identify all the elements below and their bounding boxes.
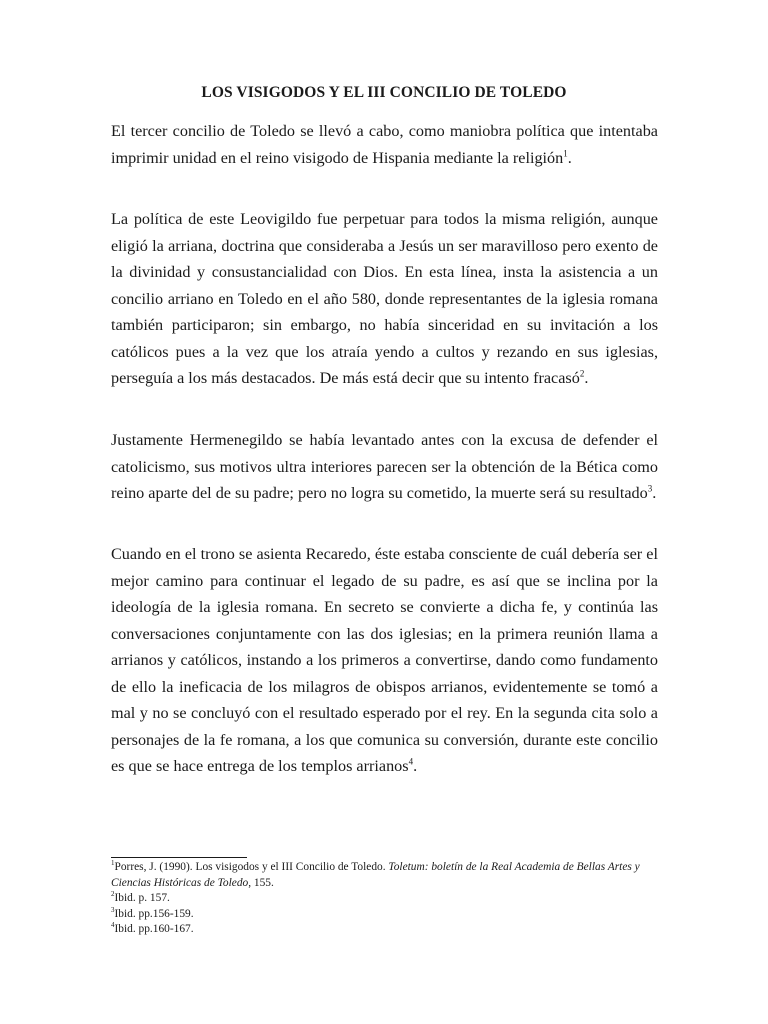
footnote-text: Ibid. pp.160-167.	[114, 923, 194, 935]
paragraph-text: El tercer concilio de Toledo se llevó a cabo, como maniobra política que intentaba imprimir unidad en el reino visigodo de Hispania mediante la religión	[111, 122, 658, 167]
footnote-number: 2	[111, 890, 115, 899]
footnote-text-end: , 155.	[248, 876, 274, 889]
paragraph-1	[111, 118, 658, 171]
footnote-text: Ibid. pp.156-159.	[114, 907, 194, 920]
footnote-1	[111, 860, 671, 891]
paragraph-3	[111, 427, 658, 507]
paragraph-text: Cuando en el trono se asienta Recaredo, éste estaba consciente de cuál debería ser el mejor camino para continuar el legado de su padre, es así que se inclina por la ideología de la iglesia romana. En secreto se convierte a dicha fe, y continúa las conversaciones conjuntamente con las dos iglesias; en la primera reunión llama a arrianos y católicos, instando a los primeros a convertirse, dando como fundamento de ello la ineficacia de los milagros de obispos arrianos, evidentemente se tomó a mal y no se concluyó con el resultado esperado por el rey. En la segunda cita solo a personajes de la fe romana, a los que comunica su conversión, durante este concilio es que se hace entrega de los templos arrianos	[111, 545, 658, 775]
paragraph-text: La política de este Leovigildo fue perpetuar para todos la misma religión, aunque eligió la arriana, doctrina que consideraba a Jesús un ser maravilloso pero exento de la divinidad y consustancialidad con Dios. En esta línea, insta la asistencia a un concilio arriano en Toledo en el año 580, donde representantes de la iglesia romana también participaron; sin embargo, no había sinceridad en su invitación a los católicos pues a la vez que los atraía yendo a cultos y rezando en sus iglesias, perseguía a los más destacados. De más está decir que su intento fracasó	[111, 210, 658, 387]
footnote-ref[interactable]: 1	[563, 148, 568, 159]
footnote-3	[111, 907, 671, 923]
footnote-ref[interactable]: 3	[647, 483, 653, 494]
paragraph-end: .	[652, 484, 657, 502]
footnote-text: Porres, J. (1990). Los visigodos y el III Concilio de Toledo.	[114, 861, 389, 873]
paragraph-4	[111, 541, 658, 780]
footnote-2	[111, 891, 671, 907]
footnote-4	[111, 922, 671, 938]
page-title: LOS VISIGODOS Y EL III CONCILIO DE TOLEDO	[201, 84, 567, 101]
paragraph-text: Justamente Hermenegildo se había levantado antes con la excusa de defender el catolicismo, sus motivos ultra interiores parecen ser la obtención de la Bética como reino aparte del de su padre; pero no logra su cometido, la muerte será su resultado	[111, 431, 658, 502]
footnote-divider	[111, 857, 247, 858]
footnote-ref[interactable]: 4	[408, 756, 414, 767]
footnotes	[111, 860, 671, 938]
footnote-number: 1	[111, 859, 115, 868]
paragraph-end: .	[567, 148, 572, 167]
footnote-ref[interactable]: 2	[579, 368, 585, 379]
paragraph-end: .	[413, 757, 418, 775]
paragraph-2	[111, 206, 658, 392]
paragraph-end: .	[584, 369, 589, 387]
footnote-journal: Toletum: boletín de la Real Academia de Bellas Artes y Ciencias Históricas de Toledo	[111, 861, 640, 889]
footnote-number: 3	[111, 905, 115, 914]
footnote-text: Ibid. p. 157.	[114, 892, 170, 904]
footnote-number: 4	[111, 921, 115, 930]
